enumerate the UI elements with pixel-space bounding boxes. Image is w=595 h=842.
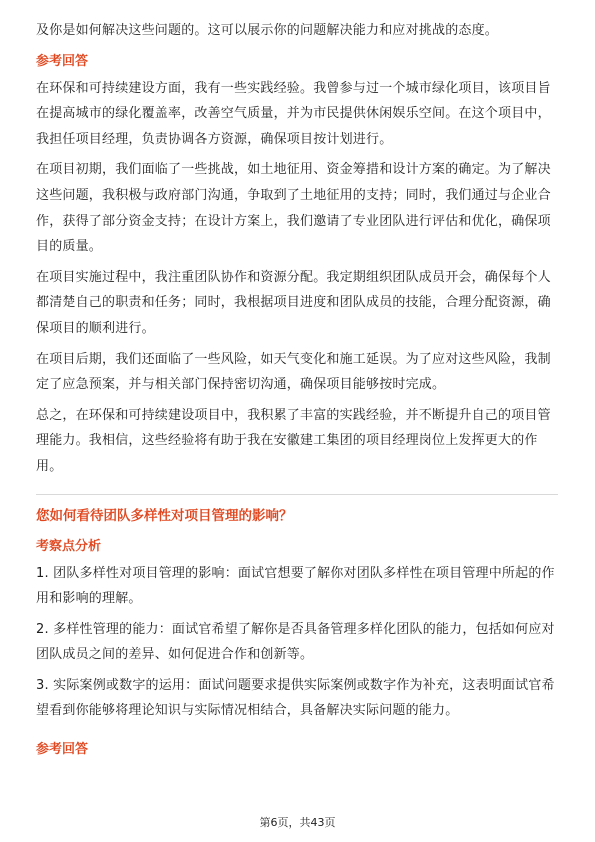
analysis-point: 1. 团队多样性对项目管理的影响：面试官想要了解你对团队多样性在项目管理中所起的作用和影响的理解。 [36,565,555,607]
analysis-label: 考察点分析 [36,538,102,554]
page-number: 第6页，共43页 [259,816,336,829]
reference-answer-label: 参考回答 [36,742,89,758]
reference-answer-label: 参考回答 [36,53,89,69]
answer-paragraph: 在项目后期，我们还面临了一些风险，如天气变化和施工延误。为了应对这些风险，我制定了应急预案，并与相关部门保持密切沟通，确保项目能够按时完成。 [36,351,551,393]
answer-paragraph: 在项目实施过程中，我注重团队协作和资源分配。我定期组织团队成员开会，确保每个人都清楚自己的职责和任务；同时，我根据项目进度和团队成员的技能，合理分配资源，确保项目的顺利进行。 [36,269,551,336]
page-content [36,18,558,764]
section-divider [36,494,558,495]
answer-paragraph: 总之，在环保和可持续建设项目中，我积累了丰富的实践经验，并不断提升自己的项目管理能力。我相信，这些经验将有助于我在安徽建工集团的项目经理岗位上发挥更大的作用。 [36,407,551,474]
question-title: 您如何看待团队多样性对项目管理的影响？ [36,507,293,524]
analysis-point: 3. 实际案例或数字的运用：面试问题要求提供实际案例或数字作为补充，这表明面试官希望看到你能够将理论知识与实际情况相结合，具备解决实际问题的能力。 [36,677,555,719]
analysis-point: 2. 多样性管理的能力：面试官希望了解你是否具备管理多样化团队的能力，包括如何应对团队成员之间的差异、如何促进合作和创新等。 [36,621,555,663]
answer-paragraph: 在项目初期，我们面临了一些挑战，如土地征用、资金筹措和设计方案的确定。为了解决这些问题，我积极与政府部门沟通，争取到了土地征用的支持；同时，我们通过与企业合作，获得了部分资金支持；在设计方案上，我们邀请了专业团队进行评估和优化，确保项目的质量。 [36,162,551,255]
answer-paragraph: 在环保和可持续建设方面，我有一些实践经验。我曾参与过一个城市绿化项目，该项目旨在提高城市的绿化覆盖率，改善空气质量，并为市民提供休闲娱乐空间。在这个项目中，我担任项目经理，负责协调各方资源，确保项目按计划进行。 [36,80,551,147]
intro-paragraph: 及你是如何解决这些问题的。这可以展示你的问题解决能力和应对挑战的态度。 [36,23,499,38]
